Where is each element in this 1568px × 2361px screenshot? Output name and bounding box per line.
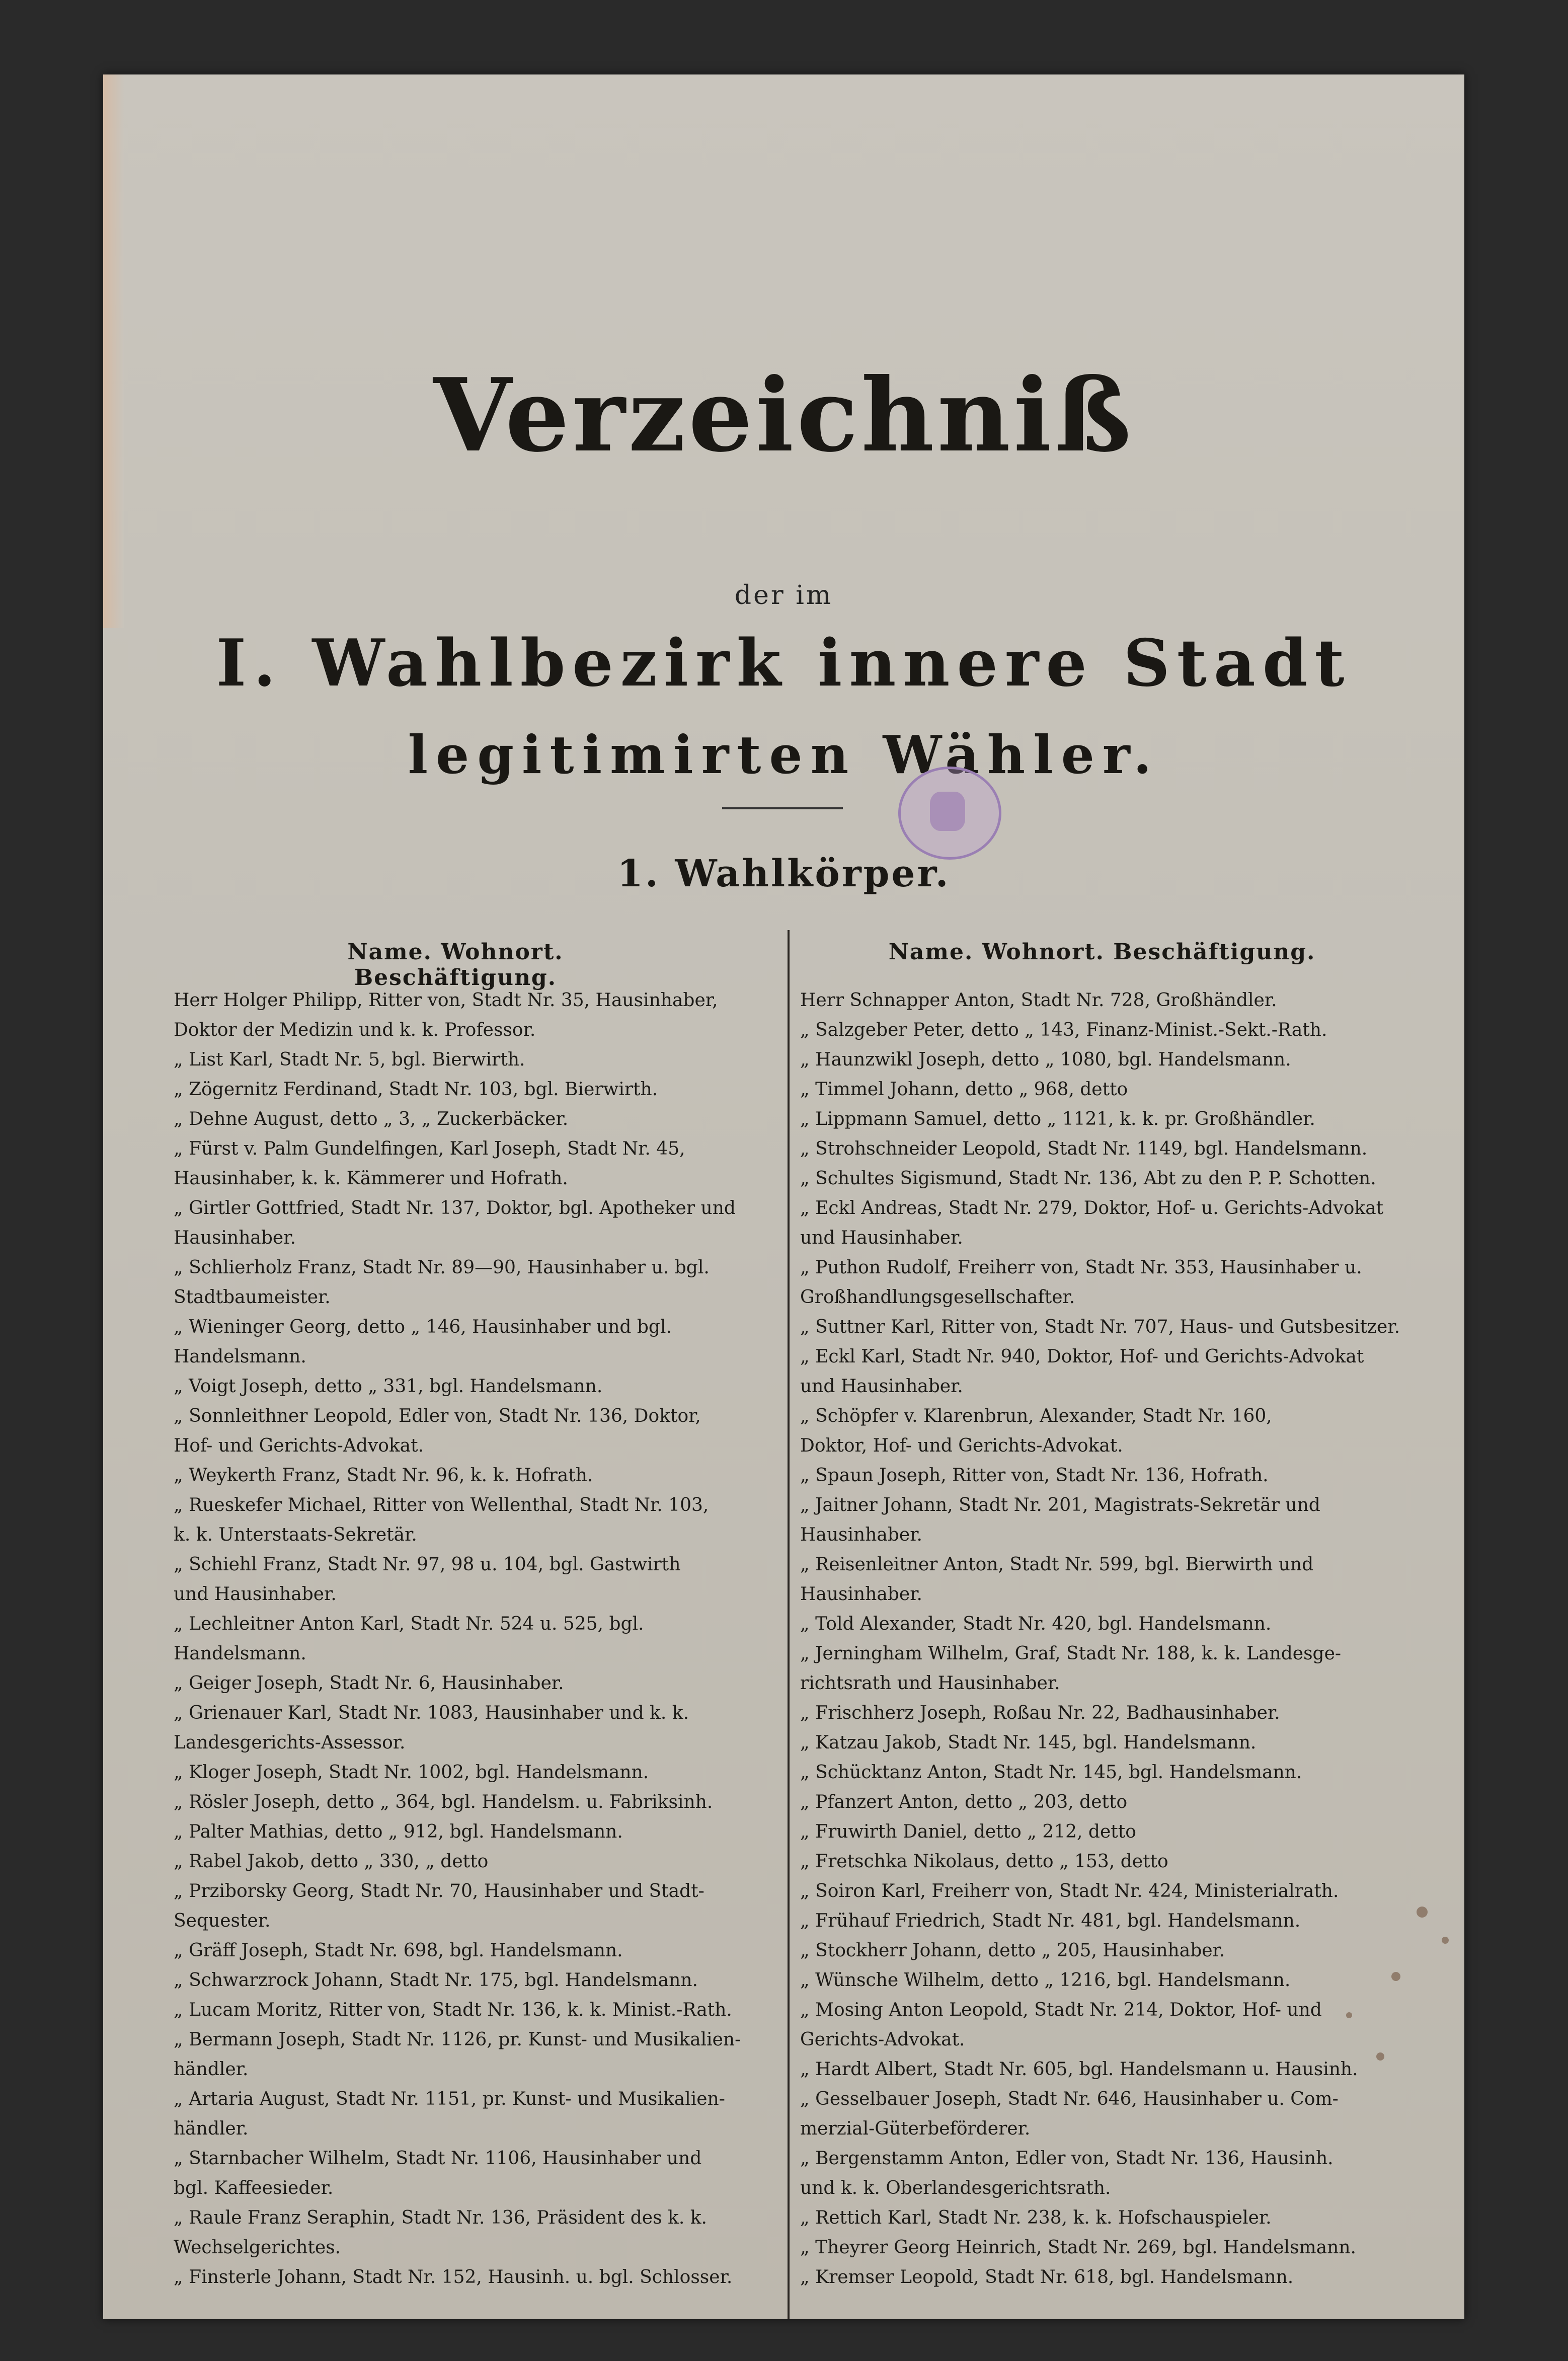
subtitle-voters: legitimirten Wähler. (408, 724, 1160, 786)
voter-entry-line: „ Schlierholz Franz, Stadt Nr. 89—90, Hausinhaber u. bgl. (174, 1257, 710, 1278)
voter-entry-line: „ Wieninger Georg, detto „ 146, Hausinhaber und bgl. (174, 1317, 672, 1337)
voter-entry-line: Doktor der Medizin und k. k. Professor. (174, 1020, 536, 1040)
left-column-header: Name. Wohnort. Beschäftigung. (347, 939, 564, 991)
voter-entry-line: „ Lucam Moritz, Ritter von, Stadt Nr. 136, k. k. Minist.-Rath. (174, 2000, 732, 2020)
document-sheet (103, 74, 1464, 2319)
voter-entry-line: „ Fürst v. Palm Gundelfingen, Karl Joseph, Stadt Nr. 45, (174, 1138, 685, 1159)
voter-entry-line: „ Rösler Joseph, detto „ 364, bgl. Handelsm. u. Fabriksinh. (174, 1792, 713, 1812)
voter-entry-line: „ Rabel Jakob, detto „ 330, „ detto (174, 1851, 489, 1872)
voter-entry-line: „ Dehne August, detto „ 3, „ Zuckerbäcker. (174, 1109, 569, 1129)
paper-stain (103, 74, 124, 628)
voter-entry-line: Wechselgerichtes. (174, 2237, 341, 2258)
voter-entry-line: händler. (174, 2059, 249, 2080)
voter-entry-line: „ Schultes Sigismund, Stadt Nr. 136, Abt zu den P. P. Schotten. (800, 1168, 1376, 1189)
voter-entry-line: „ Jerningham Wilhelm, Graf, Stadt Nr. 188, k. k. Landesge- (800, 1643, 1342, 1664)
voter-entry-line: Großhandlungsgesellschafter. (800, 1287, 1075, 1308)
voter-entry-line: „ Jaitner Johann, Stadt Nr. 201, Magistrats-Sekretär und (800, 1495, 1320, 1515)
voter-entry-line: „ Frischherz Joseph, Roßau Nr. 22, Badhausinhaber. (800, 1703, 1280, 1723)
voter-entry-line: „ Lippmann Samuel, detto „ 1121, k. k. pr. Großhändler. (800, 1109, 1315, 1129)
voter-entry-line: und Hausinhaber. (800, 1376, 963, 1397)
voter-entry-line: und Hausinhaber. (174, 1584, 337, 1605)
voter-entry-line: „ Salzgeber Peter, detto „ 143, Finanz-Minist.-Sekt.-Rath. (800, 1020, 1327, 1040)
voter-entry-line: „ Kloger Joseph, Stadt Nr. 1002, bgl. Handelsmann. (174, 1762, 649, 1783)
voter-entry-line: „ Kremser Leopold, Stadt Nr. 618, bgl. Handelsmann. (800, 2267, 1294, 2288)
voter-entry-line: „ Suttner Karl, Ritter von, Stadt Nr. 707, Haus- und Gutsbesitzer. (800, 1317, 1400, 1337)
title-rule (722, 807, 843, 809)
voter-entry-line: händler. (174, 2118, 249, 2139)
column-divider (788, 930, 790, 2319)
voter-entry-line: „ Sonnleithner Leopold, Edler von, Stadt Nr. 136, Doktor, (174, 1406, 701, 1426)
voter-entry-line: „ Schiehl Franz, Stadt Nr. 97, 98 u. 104, bgl. Gastwirth (174, 1554, 681, 1575)
voter-entry-line: „ Girtler Gottfried, Stadt Nr. 137, Doktor, bgl. Apotheker und (174, 1198, 736, 1218)
voter-entry-line: „ Schwarzrock Johann, Stadt Nr. 175, bgl. Handelsmann. (174, 1970, 698, 1991)
voter-entry-line: Hausinhaber. (800, 1525, 922, 1545)
subtitle-der-im: der im (734, 580, 833, 611)
voter-entry-line: Stadtbaumeister. (174, 1287, 331, 1308)
left-voter-column (174, 985, 782, 2292)
voter-entry-line: „ Eckl Karl, Stadt Nr. 940, Doktor, Hof- und Gerichts-Advokat (800, 1346, 1364, 1367)
voter-entry-line: „ Soiron Karl, Freiherr von, Stadt Nr. 424, Ministerialrath. (800, 1881, 1339, 1901)
voter-entry-line: „ Starnbacher Wilhelm, Stadt Nr. 1106, Hausinhaber und (174, 2148, 702, 2169)
voter-entry-line: „ Schöpfer v. Klarenbrun, Alexander, Stadt Nr. 160, (800, 1406, 1272, 1426)
voter-entry-line: „ Haunzwikl Joseph, detto „ 1080, bgl. Handelsmann. (800, 1049, 1291, 1070)
voter-entry-line: Hausinhaber. (800, 1584, 922, 1605)
foxing-spot (1391, 1972, 1400, 1981)
voter-entry-line: „ Spaun Joseph, Ritter von, Stadt Nr. 136, Hofrath. (800, 1465, 1269, 1486)
voter-entry-line: Hausinhaber. (174, 1228, 296, 1248)
voter-entry-line: bgl. Kaffeesieder. (174, 2178, 334, 2198)
voter-entry-line: „ Finsterle Johann, Stadt Nr. 152, Hausinh. u. bgl. Schlosser. (174, 2267, 733, 2288)
foxing-spot (1376, 2052, 1384, 2061)
voter-entry-line: merzial-Güterbeförderer. (800, 2118, 1031, 2139)
right-column-header: Name. Wohnort. Beschäftigung. (888, 939, 1316, 965)
voter-entry-line: „ Stockherr Johann, detto „ 205, Hausinhaber. (800, 1940, 1225, 1961)
voter-entry-line: und Hausinhaber. (800, 1228, 963, 1248)
voter-entry-line: „ Artaria August, Stadt Nr. 1151, pr. Kunst- und Musikalien- (174, 2089, 725, 2109)
voter-entry-line: „ Voigt Joseph, detto „ 331, bgl. Handelsmann. (174, 1376, 603, 1397)
voter-entry-line: „ Wünsche Wilhelm, detto „ 1216, bgl. Handelsmann. (800, 1970, 1291, 1991)
voter-entry-line: „ Puthon Rudolf, Freiherr von, Stadt Nr. 353, Hausinhaber u. (800, 1257, 1362, 1278)
voter-entry-line: „ List Karl, Stadt Nr. 5, bgl. Bierwirth. (174, 1049, 525, 1070)
foxing-spot (1346, 2012, 1352, 2018)
voter-entry-line: „ Reisenleitner Anton, Stadt Nr. 599, bgl. Bierwirth und (800, 1554, 1314, 1575)
voter-entry-line: „ Strohschneider Leopold, Stadt Nr. 1149, bgl. Handelsmann. (800, 1138, 1368, 1159)
voter-entry-line: „ Mosing Anton Leopold, Stadt Nr. 214, Doktor, Hof- und (800, 2000, 1322, 2020)
voter-entry-line: Doktor, Hof- und Gerichts-Advokat. (800, 1435, 1123, 1456)
voter-entry-line: „ Palter Mathias, detto „ 912, bgl. Handelsmann. (174, 1821, 623, 1842)
voter-entry-line: Herr Holger Philipp, Ritter von, Stadt Nr. 35, Hausinhaber, (174, 990, 718, 1011)
voter-entry-line: „ Rueskefer Michael, Ritter von Wellenthal, Stadt Nr. 103, (174, 1495, 709, 1515)
archive-stamp-icon (898, 767, 1001, 860)
voter-entry-line: „ Theyrer Georg Heinrich, Stadt Nr. 269, bgl. Handelsmann. (800, 2237, 1356, 2258)
document-title: Verzeichniß (433, 356, 1134, 475)
voter-entry-line: „ Zögernitz Ferdinand, Stadt Nr. 103, bgl. Bierwirth. (174, 1079, 658, 1100)
voter-entry-line: „ Bermann Joseph, Stadt Nr. 1126, pr. Kunst- und Musikalien- (174, 2029, 741, 2050)
voter-entry-line: „ Fretschka Nikolaus, detto „ 153, detto (800, 1851, 1168, 1872)
voter-entry-line: Hof- und Gerichts-Advokat. (174, 1435, 424, 1456)
voter-entry-line: Gerichts-Advokat. (800, 2029, 965, 2050)
voter-entry-line: „ Raule Franz Seraphin, Stadt Nr. 136, Präsident des k. k. (174, 2207, 707, 2228)
voter-entry-line: „ Pfanzert Anton, detto „ 203, detto (800, 1792, 1128, 1812)
voter-entry-line: Hausinhaber, k. k. Kämmerer und Hofrath. (174, 1168, 568, 1189)
voter-entry-line: „ Lechleitner Anton Karl, Stadt Nr. 524 u. 525, bgl. (174, 1614, 644, 1634)
foxing-spot (1417, 1907, 1428, 1918)
voter-entry-line: Handelsmann. (174, 1346, 306, 1367)
voter-entry-line: richtsrath und Hausinhaber. (800, 1673, 1060, 1694)
voter-entry-line: „ Bergenstamm Anton, Edler von, Stadt Nr. 136, Hausinh. (800, 2148, 1334, 2169)
voter-entry-line: „ Grienauer Karl, Stadt Nr. 1083, Hausinhaber und k. k. (174, 1703, 689, 1723)
voter-entry-line: „ Told Alexander, Stadt Nr. 420, bgl. Handelsmann. (800, 1614, 1272, 1634)
voter-entry-line: Handelsmann. (174, 1643, 306, 1664)
voter-entry-line: „ Geiger Joseph, Stadt Nr. 6, Hausinhaber. (174, 1673, 564, 1694)
voter-entry-line: „ Gräff Joseph, Stadt Nr. 698, bgl. Handelsmann. (174, 1940, 623, 1961)
voter-entry-line: und k. k. Oberlandesgerichtsrath. (800, 2178, 1111, 2198)
voter-entry-line: „ Frühauf Friedrich, Stadt Nr. 481, bgl. Handelsmann. (800, 1911, 1301, 1931)
voter-entry-line: „ Schücktanz Anton, Stadt Nr. 145, bgl. Handelsmann. (800, 1762, 1302, 1783)
voter-entry-line: „ Gesselbauer Joseph, Stadt Nr. 646, Hausinhaber u. Com- (800, 2089, 1339, 2109)
voter-entry-line: „ Weykerth Franz, Stadt Nr. 96, k. k. Hofrath. (174, 1465, 593, 1486)
section-heading: 1. Wahlkörper. (617, 852, 951, 895)
voter-entry-line: „ Katzau Jakob, Stadt Nr. 145, bgl. Handelsmann. (800, 1732, 1257, 1753)
voter-entry-line: „ Eckl Andreas, Stadt Nr. 279, Doktor, Hof- u. Gerichts-Advokat (800, 1198, 1384, 1218)
subtitle-district: I. Wahlbezirk innere Stadt (216, 626, 1352, 701)
voter-entry-line: Landesgerichts-Assessor. (174, 1732, 406, 1753)
voter-entry-line: k. k. Unterstaats-Sekretär. (174, 1525, 417, 1545)
voter-entry-line: Herr Schnapper Anton, Stadt Nr. 728, Großhändler. (800, 990, 1277, 1011)
foxing-spot (1442, 1937, 1449, 1944)
voter-entry-line: „ Prziborsky Georg, Stadt Nr. 70, Hausinhaber und Stadt- (174, 1881, 704, 1901)
right-voter-column (800, 985, 1449, 2292)
voter-entry-line: „ Hardt Albert, Stadt Nr. 605, bgl. Handelsmann u. Hausinh. (800, 2059, 1358, 2080)
voter-entry-line: „ Timmel Johann, detto „ 968, detto (800, 1079, 1128, 1100)
voter-entry-line: „ Fruwirth Daniel, detto „ 212, detto (800, 1821, 1136, 1842)
voter-entry-line: Sequester. (174, 1911, 271, 1931)
voter-entry-line: „ Rettich Karl, Stadt Nr. 238, k. k. Hofschauspieler. (800, 2207, 1272, 2228)
